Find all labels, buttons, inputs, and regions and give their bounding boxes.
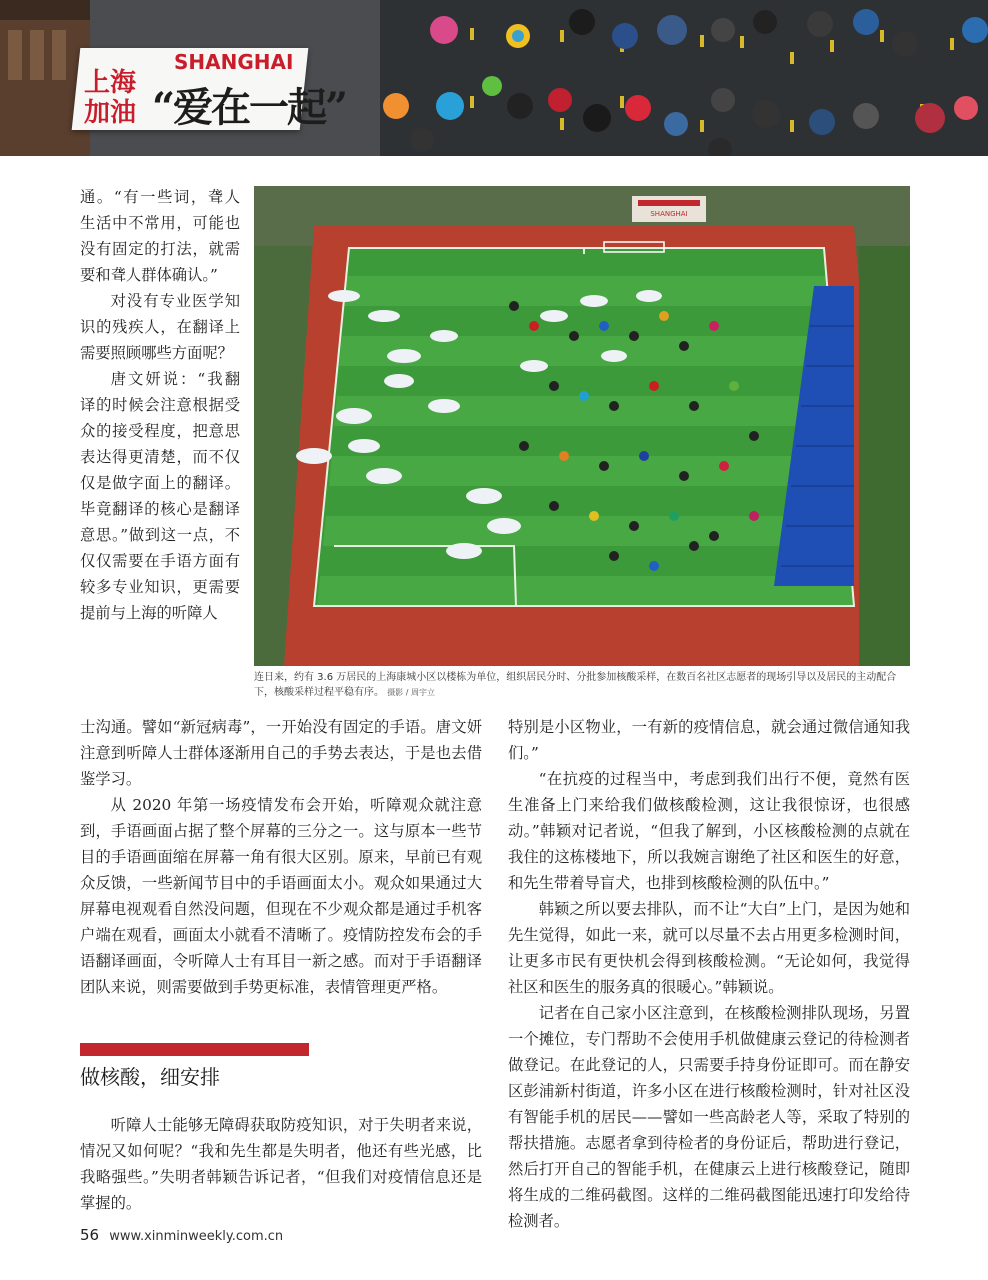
text-column-left: [80, 714, 482, 1000]
banner-sign: [72, 48, 347, 131]
photo-caption: [254, 670, 910, 700]
caption-text: 连日来，约有 3.6 万居民的上海康城小区以楼栋为单位，组织居民分时、分批参加核酸采样，在数百名社区志愿者的现场引导以及居民的主动配合下，核酸采样过程平稳有序。: [254, 672, 897, 698]
paragraph: 士沟通。譬如“新冠病毒”，一开始没有固定的手语。唐文妍注意到听障人士群体逐渐用自己的手势去表达，于是也去借鉴学习。: [80, 718, 482, 788]
paragraph: “在抗疫的过程当中，考虑到我们出行不便，竟然有医生准备上门来给我们做核酸检测，这让我很惊讶，也很感动。”韩颖对记者说，“但我了解到，小区核酸检测的点就在我住的这栋楼地下，所以我婉言谢绝了社区和医生的好意，和先生带着导盲犬，也排到核酸检测的队伍中。”: [508, 770, 910, 892]
paragraph: 对没有专业医学知识的残疾人，在翻译上需要照顾哪些方面呢？: [80, 292, 240, 362]
paragraph: 通。“有一些词，聋人生活中不常用，可能也没有固定的打法，就需要和聋人群体确认。”: [80, 188, 240, 284]
photo-credit: 摄影 / 周宇立: [387, 688, 435, 697]
banner-sign-shanghai: SHANGHAI: [174, 50, 294, 74]
photo-sign-text: SHANGHAI: [650, 210, 688, 218]
slogan-quote-close: ”: [325, 84, 347, 131]
slogan-quote-open: “: [152, 84, 174, 131]
header-banner: [0, 0, 988, 156]
banner-sign-line2: 加油: [84, 98, 137, 128]
paragraph: 从 2020 年第一场疫情发布会开始，听障观众就注意到，手语画面占据了整个屏幕的三分之一。这与原本一些节目的手语画面缩在屏幕一角有很大区别。原来，早前已有观众反馈，一些新闻节目中的手语画面太小。观众如果通过大屏幕电视观看自然没问题，但现在不少观众都是通过手机客户端在观看，画面太小就看不清晰了。疫情防控发布会的手语翻译画面，令听障人士有耳目一新之感。而对于手语翻译团队来说，则需要做到手势更标准，表情管理更严格。: [80, 796, 482, 996]
text-column-narrow: [80, 184, 240, 626]
banner-slogan: [152, 76, 346, 133]
paragraph: 听障人士能够无障碍获取防疫知识，对于失明者来说，情况又如何呢？“我和先生都是失明者，他还有些光感，比我略强些。”失明者韩颖告诉记者，“但我们对疫情信息还是掌握的。: [80, 1116, 482, 1212]
banner-sign-line1: 上海: [84, 68, 137, 98]
paragraph: 唐文妍说：“我翻译的时候会注意根据受众的接受程度，把意思表达得更清楚，而不仅仅是做字面上的翻译。毕竟翻译的核心是翻译意思。”做到这一点，不仅仅需要在手语方面有较多专业知识，更需要提前与上海的听障人: [80, 370, 240, 622]
page-number: 56: [80, 1226, 100, 1244]
field-testing-photo: [254, 186, 910, 666]
text-column-right: [508, 714, 910, 1234]
paragraph: 特别是小区物业，一有新的疫情信息，就会通过微信通知我们。”: [508, 718, 910, 762]
footer-site: www.xinminweekly.com.cn: [109, 1229, 284, 1244]
field-photo-illustration: [254, 186, 910, 666]
page-footer: [80, 1226, 283, 1244]
text-column-left-bottom: [80, 1112, 482, 1216]
slogan-ai: 爱: [173, 84, 212, 131]
paragraph: 韩颖之所以要去排队，而不让“大白”上门，是因为她和先生觉得，如此一来，就可以尽量不去占用更多检测时间，让更多市民有更快机会得到核酸检测。“无论如何，我觉得社区和医生的服务真的很暖心。”韩颖说。: [508, 900, 910, 996]
paragraph: 记者在自己家小区注意到，在核酸检测排队现场，另置一个摊位，专门帮助不会使用手机做健康云登记的待检测者做登记。在此登记的人，只需要手持身份证即可。而在静安区彭浦新村街道，许多小区在进行核酸检测时，针对社区没有智能手机的居民——譬如一些高龄老人等，采取了特别的帮扶措施。志愿者拿到待检者的身份证后，帮助进行登记，然后打开自己的智能手机，在健康云上进行核酸登记，随即将生成的二维码截图。这样的二维码截图能迅速打印发给待检测者。: [508, 1004, 910, 1230]
slogan-zai-yiqi: 在一起: [211, 84, 326, 131]
section-accent-bar: [80, 1043, 309, 1056]
section-title: 做核酸，细安排: [80, 1065, 220, 1089]
